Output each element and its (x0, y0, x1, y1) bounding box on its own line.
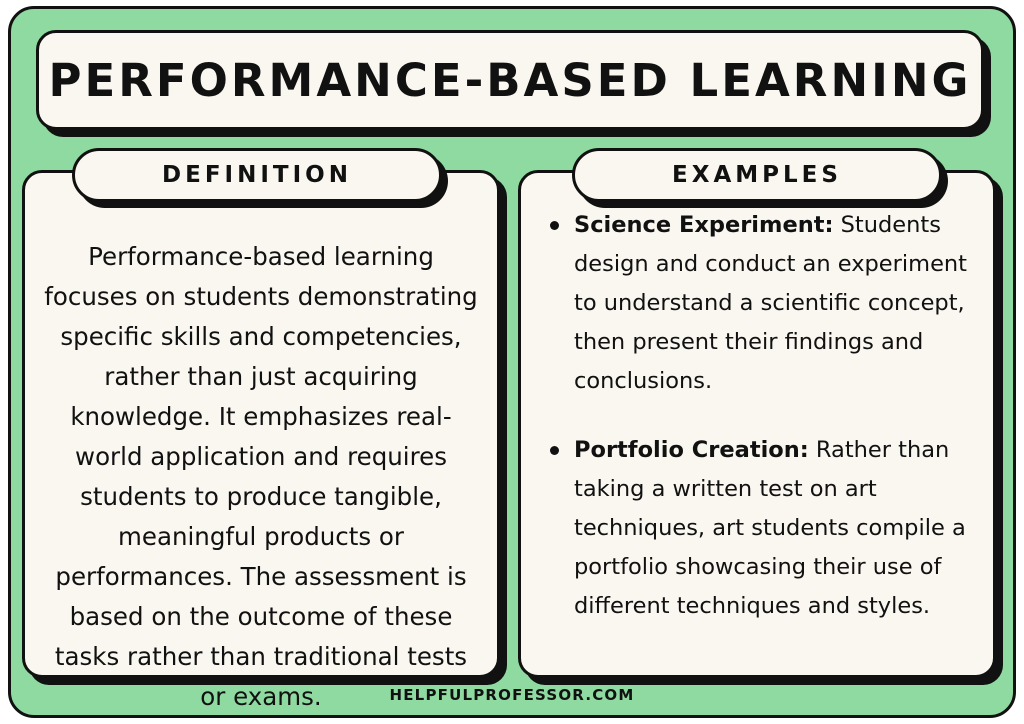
example-term: Portfolio Creation: (574, 437, 809, 463)
example-text: Students design and conduct an experiment to understand a scientific concept, then present their findings and conclusions. (574, 212, 967, 394)
page-title: PERFORMANCE-BASED LEARNING (48, 53, 972, 107)
examples-list (518, 206, 996, 674)
bullet-icon (550, 221, 559, 230)
definition-text: Performance-based learning focuses on students demonstrating specific skills and competencies, rather than just acquiring knowledge. It emphasizes real-world application and requires students to produce tangible, meaningful products or performances. The assessment is based on the outcome of these tasks rather than traditional tests or exams. (44, 241, 478, 711)
list-item (544, 206, 978, 401)
list-item (544, 431, 978, 626)
bullet-icon (550, 446, 559, 455)
definition-body (22, 212, 500, 711)
examples-heading-pill (572, 148, 942, 202)
example-text: Rather than taking a written test on art techniques, art students compile a portfolio showcasing their use of different techniques and styles. (574, 437, 966, 619)
footer-attribution: HELPFULPROFESSOR.COM (389, 686, 635, 704)
example-term: Science Experiment: (574, 212, 834, 238)
title-card (36, 30, 984, 130)
definition-heading: DEFINITION (162, 162, 352, 188)
definition-heading-pill (72, 148, 442, 202)
examples-heading: EXAMPLES (672, 162, 842, 188)
